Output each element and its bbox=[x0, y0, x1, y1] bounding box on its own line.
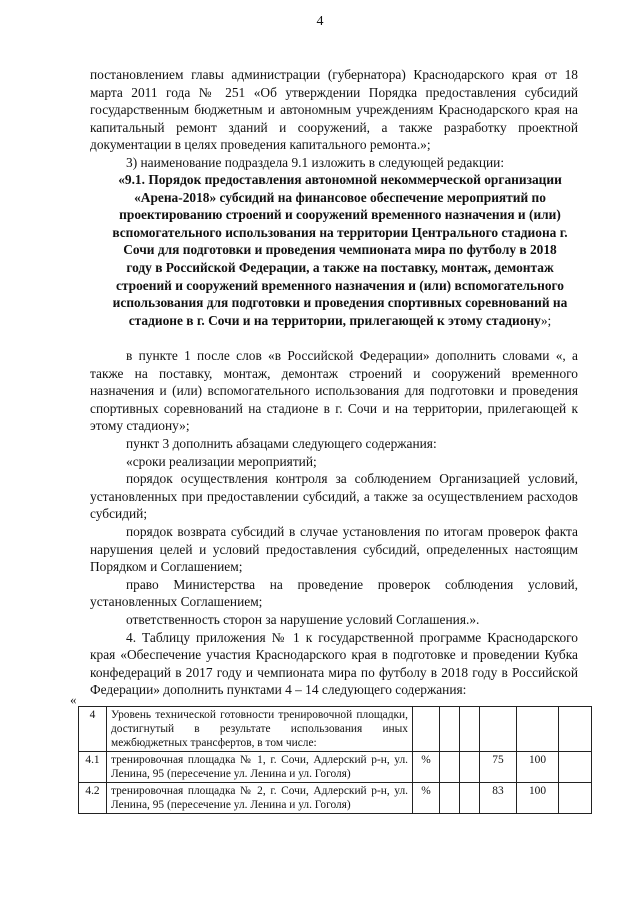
row-cell bbox=[440, 752, 460, 783]
row-cell bbox=[559, 707, 592, 752]
table-row bbox=[79, 752, 592, 783]
intro-paragraph: постановлением главы администрации (губернатора) Краснодарского края от 18 марта 2011 года № 251 «Об утверждении Порядка предоставления субсидий государственным бюджетным и автономным учреждениям Краснодарского края на капитальный ремонт зданий и сооружений, а также разработку проектной документации в целях проведения капитального ремонта.»; bbox=[90, 67, 578, 153]
row-number: 4 bbox=[79, 707, 107, 752]
body-paragraph: право Министерства на проведение проверок соблюдения условий, установленных Соглашением; bbox=[90, 576, 578, 610]
intro-block bbox=[90, 66, 578, 172]
row-cell bbox=[517, 707, 559, 752]
row-cell bbox=[480, 707, 517, 752]
row-cell bbox=[440, 707, 460, 752]
row-cell bbox=[460, 707, 480, 752]
body-paragraph: «сроки реализации мероприятий; bbox=[126, 453, 317, 469]
row-cell bbox=[460, 783, 480, 814]
row-unit: % bbox=[413, 783, 440, 814]
table-open-quote: « bbox=[70, 692, 77, 707]
body-paragraph: в пункте 1 после слов «в Российской Федерации» дополнить словами «, а также на поставку, монтаж, демонтаж строений и сооружений временного назначения и (или) вспомогательного использования для подготовки и проведения спортивных соревнований на стадионе в г. Сочи и на территории, прилегающей к этому стадиону»; bbox=[90, 348, 578, 434]
body-paragraph: ответственность сторон за нарушение условий Соглашения.». bbox=[126, 611, 480, 627]
section-heading-text: «9.1. Порядок предоставления автономной некоммерческой организации «Арена-2018» субсидий на финансовое обеспечение мероприятий по проектированию строений и сооружений временного назначения и (или) вспомогательного использования на территории Центрального стадиона г. Сочи для подготовки и проведения чемпионата мира по футболу в 2018 году в Российской Федерации, а также на поставку, монтаж, демонтаж строений и сооружений временного назначения и (или) вспомогательного использования для подготовки и проведения спортивных соревнований на стадионе в г. Сочи и на территории, прилегающей к этому стадиону bbox=[112, 172, 568, 328]
page-number: 4 bbox=[316, 14, 324, 29]
body-paragraph: порядок осуществления контроля за соблюдением Организацией условий, установленных при предоставлении субсидий, а также за осуществлением расходов субсидий; bbox=[90, 471, 578, 522]
row-description: тренировочная площадка № 2, г. Сочи, Адлерский р-н, ул. Ленина, 95 (пересечение ул. Ленина и ул. Гоголя) bbox=[107, 783, 413, 814]
row-unit: % bbox=[413, 752, 440, 783]
body-paragraph: порядок возврата субсидий в случае установления по итогам проверок факта нарушения целей и условий предоставления субсидий, определенных настоящим Порядком и Соглашением; bbox=[90, 523, 578, 575]
row-cell: 100 bbox=[517, 783, 559, 814]
body-paragraph: 4. Таблицу приложения № 1 к государственной программе Краснодарского края «Обеспечение участия Краснодарского края в подготовке и проведении Кубка конфедераций в 2017 году и чемпионата мира по футболу в 2018 году в Российской Федерации» дополнить пунктами 4 – 14 следующего содержания: bbox=[90, 629, 578, 698]
items-table bbox=[78, 706, 592, 814]
row-description: Уровень технической готовности тренировочной площадки, достигнутый в результате использования иных межбюджетных трансфертов, в том числе: bbox=[107, 707, 413, 752]
section-heading-tail: »; bbox=[540, 312, 552, 328]
body-paragraph: пункт 3 дополнить абзацами следующего содержания: bbox=[126, 435, 437, 451]
row-unit bbox=[413, 707, 440, 752]
section-heading bbox=[112, 171, 568, 329]
item3-intro: 3) наименование подраздела 9.1 изложить в следующей редакции: bbox=[126, 154, 505, 170]
row-cell bbox=[559, 783, 592, 814]
row-cell bbox=[440, 783, 460, 814]
row-number: 4.1 bbox=[79, 752, 107, 783]
row-description: тренировочная площадка № 1, г. Сочи, Адлерский р-н, ул. Ленина, 95 (пересечение ул. Ленина и ул. Гоголя) bbox=[107, 752, 413, 783]
table-row bbox=[79, 707, 592, 752]
body-block bbox=[90, 347, 578, 699]
row-cell: 100 bbox=[517, 752, 559, 783]
row-cell: 83 bbox=[480, 783, 517, 814]
table-row bbox=[79, 783, 592, 814]
row-number: 4.2 bbox=[79, 783, 107, 814]
row-cell bbox=[460, 752, 480, 783]
row-cell bbox=[559, 752, 592, 783]
row-cell: 75 bbox=[480, 752, 517, 783]
